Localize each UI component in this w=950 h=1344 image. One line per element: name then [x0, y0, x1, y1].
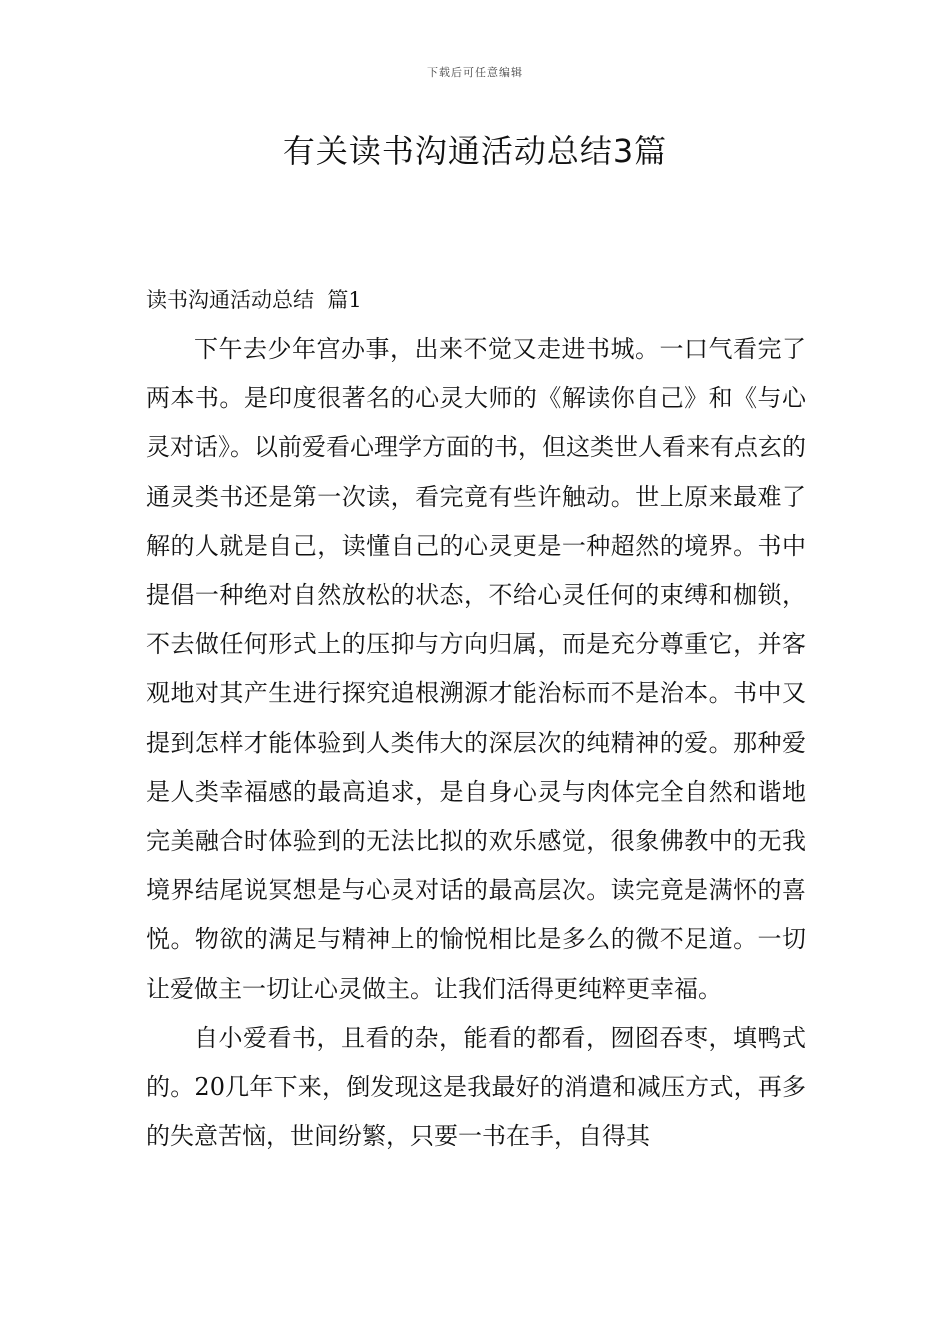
- paragraph-2: 自小爱看书，且看的杂，能看的都看，囫囵吞枣，填鸭式的。20几年下来，倒发现这是我最好的消遣和减压方式，再多的失意苦恼，世间纷繁，只要一书在手，自得其: [146, 1023, 806, 1151]
- section-heading: 读书沟通活动总结 篇1: [146, 288, 362, 312]
- header-note: 下载后可任意编辑: [427, 66, 523, 79]
- document-body: [146, 276, 806, 1161]
- paragraph-1: 下午去少年宫办事，出来不觉又走进书城。一口气看完了两本书。是印度很著名的心灵大师的《解读你自己》和《与心灵对话》。以前爱看心理学方面的书，但这类世人看来有点玄的通灵类书还是第一次读，看完竟有些许触动。世上原来最难了解的人就是自己，读懂自己的心灵更是一种超然的境界。书中提倡一种绝对自然放松的状态，不给心灵任何的束缚和枷锁，不去做任何形式上的压抑与方向归属，而是充分尊重它，并客观地对其产生进行探究追根溯源才能治标而不是治本。书中又提到怎样才能体验到人类伟大的深层次的纯精神的爱。那种爱是人类幸福感的最高追求，是自身心灵与肉体完全自然和谐地完美融合时体验到的无法比拟的欢乐感觉，很象佛教中的无我境界结尾说冥想是与心灵对话的最高层次。读完竟是满怀的喜悦。物欲的满足与精神上的愉悦相比是多么的微不足道。一切让爱做主一切让心灵做主。让我们活得更纯粹更幸福。: [146, 335, 806, 1003]
- document-title: 有关读书沟通活动总结3篇: [282, 132, 668, 170]
